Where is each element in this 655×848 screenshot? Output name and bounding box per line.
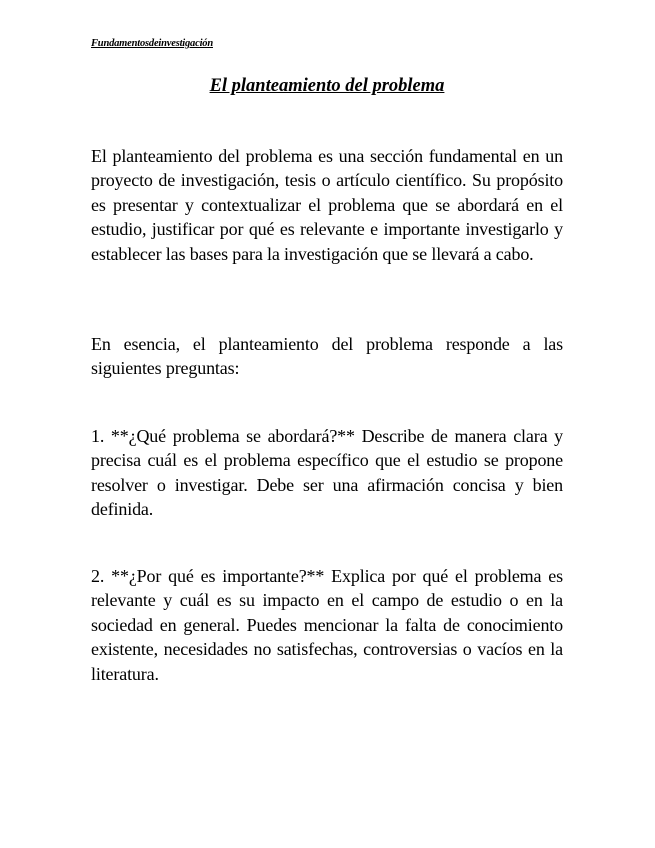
paragraph-question-2: 2. **¿Por qué es importante?** Explica por qué el problema es relevante y cuál es su impacto en el campo de estudio o en la sociedad en general. Puedes mencionar la falta de conocimiento existente, necesidades no satisfechas, controversias o vacíos en la literatura. <box>91 566 563 684</box>
paragraph-question-1: 1. **¿Qué problema se abordará?** Describe de manera clara y precisa cuál es el problema específico que el estudio se propone resolver o investigar. Debe ser una afirmación concisa y bien definida. <box>91 426 563 520</box>
running-header: Fundamentosdeinvestigación <box>91 38 213 49</box>
document-title: El planteamiento del problema <box>209 76 445 96</box>
paragraph-intro: El planteamiento del problema es una sección fundamental en un proyecto de investigación, tesis o artículo científico. Su propósito es presentar y contextualizar el problema que se abordará en el estudio, justificar por qué es relevante e importante investigarlo y establecer las bases para la investigación que se llevará a cabo. <box>91 146 563 264</box>
paragraph-questions-lead: En esencia, el planteamiento del problema responde a las siguientes preguntas: <box>91 334 563 379</box>
